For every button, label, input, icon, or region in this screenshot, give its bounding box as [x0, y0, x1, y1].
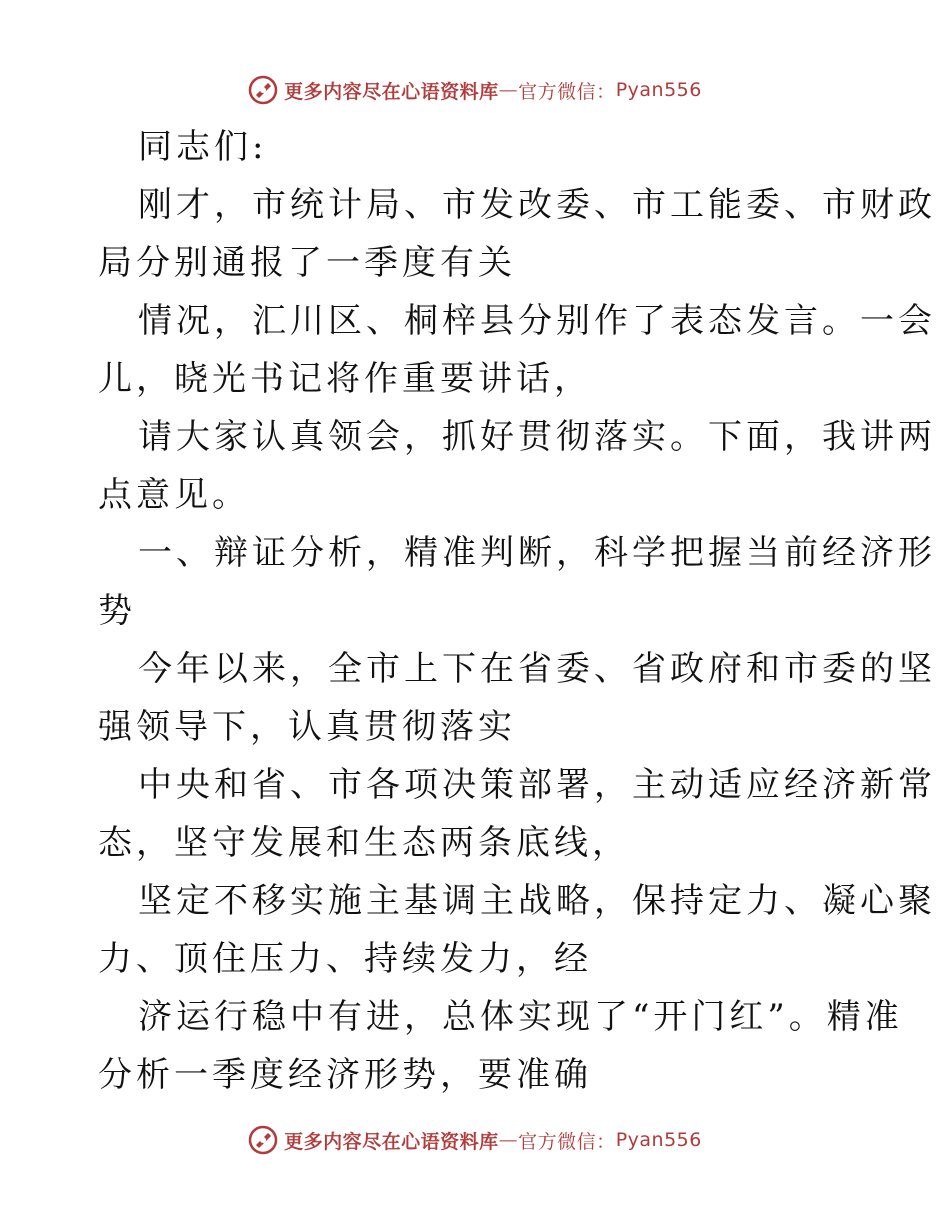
document-line: 坚定不移实施主基调主战略，保持定力、凝心聚	[138, 881, 936, 921]
document-line: 一、辩证分析，精准判断，科学把握当前经济形	[138, 533, 936, 573]
header-watermark-banner	[0, 70, 950, 110]
document-line: 刚才，市统计局、市发改委、市工能委、市财政	[138, 185, 936, 225]
banner-separator: —	[498, 1129, 519, 1151]
document-line: 同志们:	[138, 127, 268, 167]
document-line: 儿，晓光书记将作重要讲话，	[98, 359, 592, 399]
document-body	[98, 118, 936, 1104]
banner-brand-text: 更多内容尽在心语资料库	[284, 80, 499, 103]
banner-wechat-label: 官方微信：	[518, 1130, 616, 1153]
document-line: 强领导下，认真贯彻落实	[98, 707, 516, 747]
logo-icon	[248, 75, 278, 105]
banner-wechat-id: Pyan556	[615, 1129, 702, 1151]
document-line: 态，坚守发展和生态两条底线，	[98, 823, 630, 863]
banner-wechat-id: Pyan556	[615, 79, 702, 101]
document-line: 点意见。	[98, 475, 250, 515]
document-line: 分析一季度经济形势，要准确	[98, 1055, 592, 1095]
document-line: 力、顶住压力、持续发力，经	[98, 939, 592, 979]
document-line: 局分别通报了一季度有关	[98, 243, 516, 283]
logo-icon	[248, 1125, 278, 1155]
document-line: 中央和省、市各项决策部署，主动适应经济新常	[138, 765, 936, 805]
footer-watermark-banner	[0, 1120, 950, 1160]
document-line: 情况，汇川区、桐梓县分别作了表态发言。一会	[138, 301, 936, 341]
banner-brand-text: 更多内容尽在心语资料库	[284, 1130, 499, 1153]
document-line: 济运行稳中有进，总体实现了“开门红”。精准	[138, 997, 903, 1037]
document-line: 势	[98, 591, 136, 631]
banner-wechat-label: 官方微信：	[518, 80, 616, 103]
document-line: 今年以来，全市上下在省委、省政府和市委的坚	[138, 649, 936, 689]
banner-separator: —	[498, 79, 519, 101]
document-line: 请大家认真领会，抓好贯彻落实。下面，我讲两	[138, 417, 936, 457]
